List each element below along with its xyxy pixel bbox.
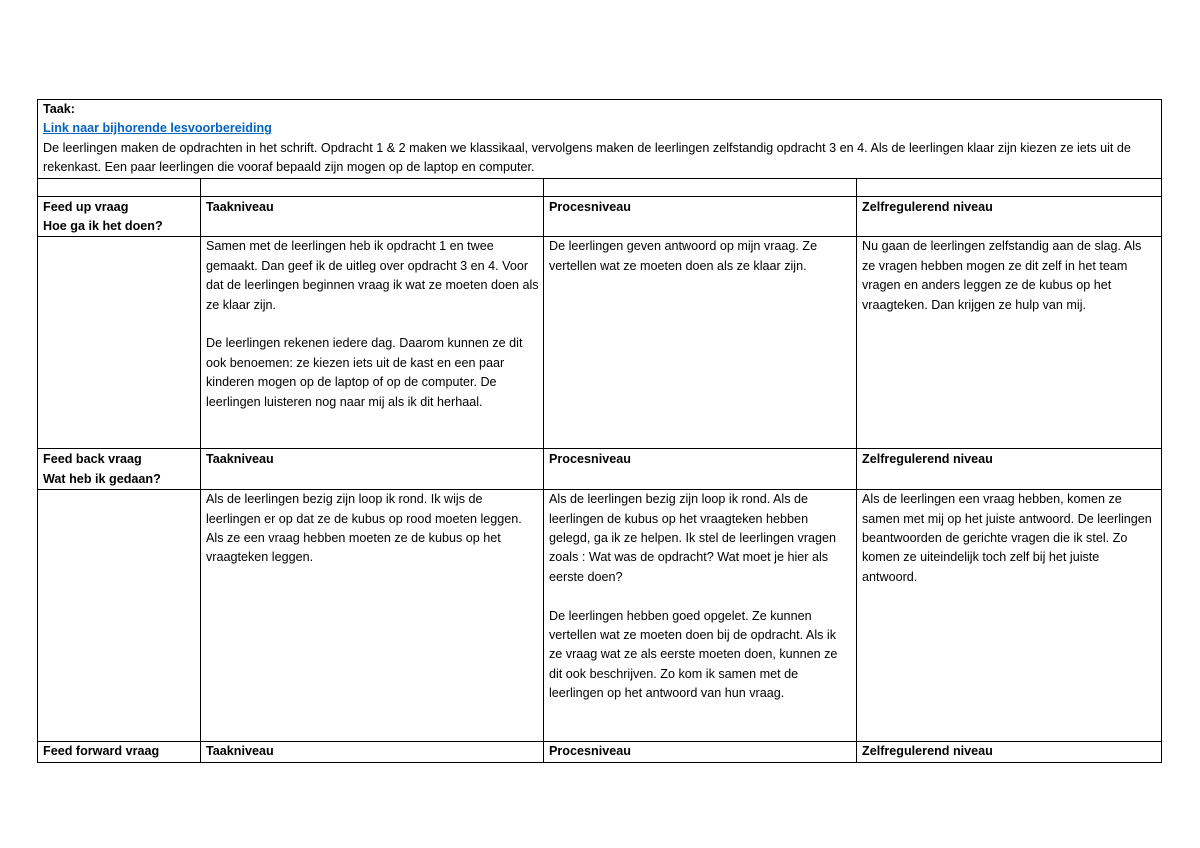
empty-cell (38, 178, 201, 196)
column-header-process-level: Procesniveau (544, 196, 857, 237)
feed-up-question: Hoe ga ik het doen? (43, 219, 163, 234)
feed-back-self-regulating-cell (857, 490, 1162, 742)
feed-back-task-level-cell (201, 490, 544, 742)
lesson-prep-link[interactable]: Link naar bijhorende lesvoorbereiding (43, 121, 272, 136)
feedback-table (37, 99, 1162, 763)
feed-up-header-row (38, 196, 1162, 237)
paragraph: De leerlingen hebben goed opgelet. Ze kunnen vertellen wat ze moeten doen bij de opdracht. Als ik ze vraag wat ze als eerste moeten doen, kunnen ze dit ook beschrijven. Zo kom ik samen met de leerlingen op het antwoord van hun vraag. (549, 608, 838, 701)
feed-back-content-row (38, 490, 1162, 742)
feed-back-header-row (38, 449, 1162, 490)
paragraph: De leerlingen geven antwoord op mijn vraag. Ze vertellen wat ze moeten doen als ze klaar zijn. (549, 239, 818, 273)
feed-forward-label-cell (38, 742, 201, 762)
feed-forward-header-row (38, 742, 1162, 762)
task-row (38, 100, 1162, 179)
feed-back-label: Feed back vraag (43, 452, 142, 467)
empty-cell (544, 178, 857, 196)
feed-forward-label: Feed forward vraag (43, 744, 160, 759)
feed-up-task-level-cell (201, 237, 544, 449)
column-header-self-regulating-level: Zelfregulerend niveau (857, 196, 1162, 237)
feed-back-process-level-cell (544, 490, 857, 742)
feed-up-label: Feed up vraag (43, 199, 129, 214)
empty-cell (38, 490, 201, 742)
feed-up-self-regulating-cell (857, 237, 1162, 449)
column-header-task-level: Taakniveau (201, 449, 544, 490)
paragraph: De leerlingen rekenen iedere dag. Daarom kunnen ze dit ook benoemen: ze kiezen iets uit de kast en een paar kinderen mogen op de laptop of op de computer. De leerlingen luisteren nog naar mij als ik dit herhaal. (206, 336, 523, 409)
column-header-process-level: Procesniveau (544, 449, 857, 490)
column-header-process-level: Procesniveau (544, 742, 857, 762)
feed-up-process-level-cell (544, 237, 857, 449)
feed-back-question: Wat heb ik gedaan? (43, 471, 161, 486)
paragraph: Nu gaan de leerlingen zelfstandig aan de slag. Als ze vragen hebben mogen ze dit zelf in het team vragen en anders leggen ze de kubus op het vraagteken. Dan krijgen ze hulp van mij. (862, 239, 1142, 312)
column-header-self-regulating-level: Zelfregulerend niveau (857, 742, 1162, 762)
empty-cell (201, 178, 544, 196)
empty-cell (857, 178, 1162, 196)
task-cell (38, 100, 1162, 179)
column-header-task-level: Taakniveau (201, 196, 544, 237)
task-label: Taak: (43, 102, 75, 116)
paragraph: Als de leerlingen een vraag hebben, komen ze samen met mij op het juiste antwoord. De leerlingen beantwoorden de gerichte vragen die ik stel. Zo komen ze uiteindelijk toch zelf bij het juiste antwoord. (862, 492, 1152, 584)
column-header-task-level: Taakniveau (201, 742, 544, 762)
feed-up-label-cell (38, 196, 201, 237)
paragraph: Als de leerlingen bezig zijn loop ik rond. Als de leerlingen de kubus op het vraagteken hebben gelegd, ga ik ze helpen. Ik stel de leerlingen vragen zoals : Wat was de opdracht? Wat moet je hier als eerste doen? (549, 492, 837, 584)
feed-back-label-cell (38, 449, 201, 490)
spacer-row (38, 178, 1162, 196)
paragraph: Samen met de leerlingen heb ik opdracht 1 en twee gemaakt. Dan geef ik de uitleg over opdracht 3 en 4. Voor dat de leerlingen beginnen vraag ik wat ze moeten doen als ze klaar zijn. (206, 239, 539, 312)
paragraph: Als de leerlingen bezig zijn loop ik rond. Ik wijs de leerlingen er op dat ze de kubus op rood moeten leggen. Als ze een vraag hebben moeten ze de kubus op het vraagteken leggen. (206, 492, 522, 565)
empty-cell (38, 237, 201, 449)
column-header-self-regulating-level: Zelfregulerend niveau (857, 449, 1162, 490)
task-description: De leerlingen maken de opdrachten in het schrift. Opdracht 1 & 2 maken we klassikaal, vervolgens maken de leerlingen zelfstandig opdracht 3 en 4. Als de leerlingen klaar zijn kiezen ze iets uit de rekenkast. Een paar leerlingen die vooraf bepaald zijn mogen op de laptop en computer. (43, 140, 1131, 175)
feed-up-content-row (38, 237, 1162, 449)
